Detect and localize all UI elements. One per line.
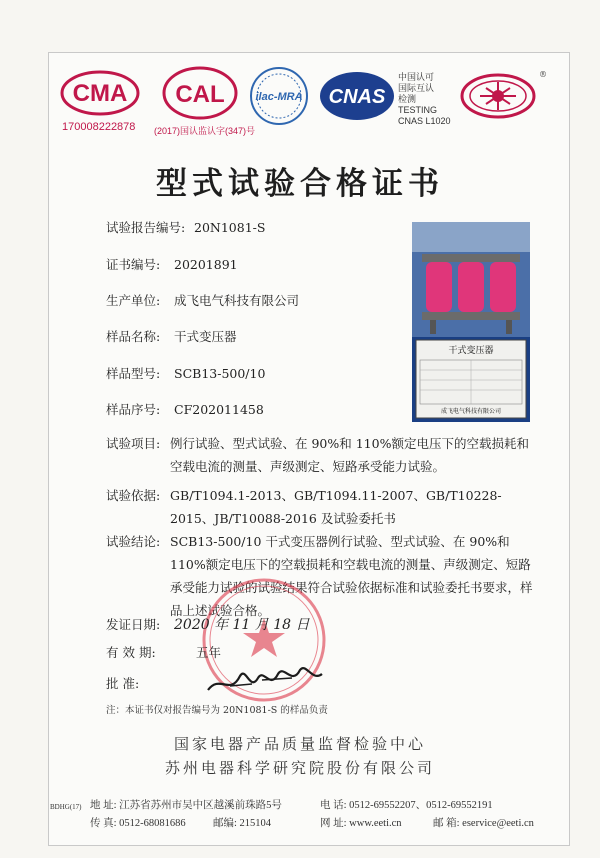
registered-mark: ® bbox=[539, 70, 547, 79]
approval-row bbox=[106, 674, 188, 692]
sample-model-label: 样品型号: bbox=[106, 366, 161, 381]
email-label: 邮 箱: bbox=[433, 818, 460, 829]
report-number-row bbox=[106, 218, 265, 236]
cma-number: 170008222878 bbox=[62, 121, 136, 133]
fax bbox=[90, 815, 186, 830]
email bbox=[433, 815, 534, 830]
website-label: 网 址: bbox=[320, 818, 347, 829]
address-value: 江苏省苏州市吴中区越溪前珠路5号 bbox=[119, 800, 282, 811]
website-value: www.eeti.cn bbox=[349, 818, 402, 829]
cnas-line2: 国际互认 bbox=[398, 83, 435, 93]
nameplate-title: 干式变压器 bbox=[448, 346, 494, 356]
issue-date-row bbox=[106, 614, 310, 634]
approver-signature bbox=[200, 656, 330, 702]
phone bbox=[320, 797, 493, 812]
test-items-label: 试验项目: bbox=[106, 436, 161, 451]
form-code: BDHG(17) bbox=[50, 803, 82, 811]
address bbox=[90, 797, 282, 812]
cnas-line5: CNAS L1020 bbox=[398, 116, 451, 126]
postcode-value: 215104 bbox=[239, 818, 272, 829]
address-label: 地 址: bbox=[90, 800, 117, 811]
validity-value: 五年 bbox=[196, 645, 222, 660]
cert-number-row bbox=[106, 255, 238, 273]
cal-logo bbox=[160, 66, 240, 120]
sample-serial-row bbox=[106, 400, 264, 418]
sample-name-value: 干式变压器 bbox=[174, 329, 237, 344]
cal-letters: CAL bbox=[175, 81, 225, 108]
cnas-line4: TESTING bbox=[398, 105, 438, 115]
sample-model-value: SCB13-500/10 bbox=[174, 366, 266, 381]
cma-letters: CMA bbox=[72, 80, 128, 107]
test-items-row bbox=[106, 432, 536, 478]
email-value: eservice@eeti.cn bbox=[462, 818, 534, 829]
fax-value: 0512-68081686 bbox=[119, 818, 186, 829]
cert-number-label: 证书编号: bbox=[106, 257, 161, 272]
institution-line2: 苏州电器科学研究院股份有限公司 bbox=[164, 759, 435, 777]
phone-label: 电 话: bbox=[320, 800, 347, 811]
nameplate-footer: 成飞电气科技有限公司 bbox=[440, 408, 501, 415]
test-basis-row bbox=[106, 484, 536, 530]
test-basis-label: 试验依据: bbox=[106, 488, 161, 503]
phone-value: 0512-69552207、0512-69552191 bbox=[349, 800, 493, 811]
report-number-value: 20N1081-S bbox=[194, 220, 266, 235]
issue-date-label: 发证日期: bbox=[106, 617, 161, 632]
ilac-letters: ilac-MRA bbox=[255, 91, 303, 103]
cnas-line3: 检测 bbox=[398, 94, 417, 104]
sample-photo bbox=[412, 222, 530, 422]
postcode bbox=[213, 815, 271, 830]
sample-serial-value: CF202011458 bbox=[174, 402, 264, 417]
test-items-text: 例行试验、型式试验、在 90%和 110%额定电压下的空载损耗和空载电流的测量、声级测定、短路承受能力试验。 bbox=[170, 436, 529, 474]
report-number-label: 试验报告编号: bbox=[106, 220, 186, 235]
producer-row bbox=[106, 291, 299, 309]
test-basis-text: GB/T1094.1-2013、GB/T1094.11-2007、GB/T10228-2015、JB/T10088-2016 及试验委托书 bbox=[170, 488, 502, 526]
approval-label: 批 准: bbox=[106, 676, 140, 691]
producer-value: 成飞电气科技有限公司 bbox=[174, 293, 300, 308]
postcode-label: 邮编: bbox=[213, 818, 237, 829]
sample-name-row bbox=[106, 327, 237, 345]
website bbox=[320, 815, 402, 830]
sample-name-label: 样品名称: bbox=[106, 329, 161, 344]
cert-number-value: 20201891 bbox=[174, 257, 238, 272]
sample-model-row bbox=[106, 364, 265, 382]
sample-serial-label: 样品序号: bbox=[106, 402, 161, 417]
cnas-line1: 中国认可 bbox=[398, 72, 435, 82]
cma-logo bbox=[60, 70, 140, 116]
fax-label: 传 真: bbox=[90, 818, 117, 829]
cnas-text bbox=[398, 72, 451, 127]
certificate-title: 型式试验合格证书 bbox=[156, 166, 444, 202]
cqc-logo bbox=[458, 72, 544, 120]
ilac-mra-logo bbox=[247, 66, 311, 126]
conclusion-text: SCB13-500/10 干式变压器例行试验、型式试验、在 90%和 110%额定电压下的空载损耗和空载电流的测量、声级测定、短路承受能力试验的试验结果符合试验依据标准和试验委托书要求，样品上述试验合格。 bbox=[170, 534, 533, 618]
cnas-letters: CNAS bbox=[328, 86, 386, 108]
issue-date-value: 2020 年 11 月 18 日 bbox=[174, 617, 310, 633]
validity-label: 有 效 期: bbox=[106, 645, 156, 660]
producer-label: 生产单位: bbox=[106, 293, 161, 308]
conclusion-label: 试验结论: bbox=[106, 534, 161, 549]
footnote: 注：本证书仅对报告编号为 20N1081-S 的样品负责 bbox=[106, 705, 328, 716]
institution-line1: 国家电器产品质量监督检验中心 bbox=[173, 735, 426, 753]
cnas-logo bbox=[318, 70, 396, 122]
cal-caption: (2017)国认监认字(347)号 bbox=[154, 126, 256, 136]
